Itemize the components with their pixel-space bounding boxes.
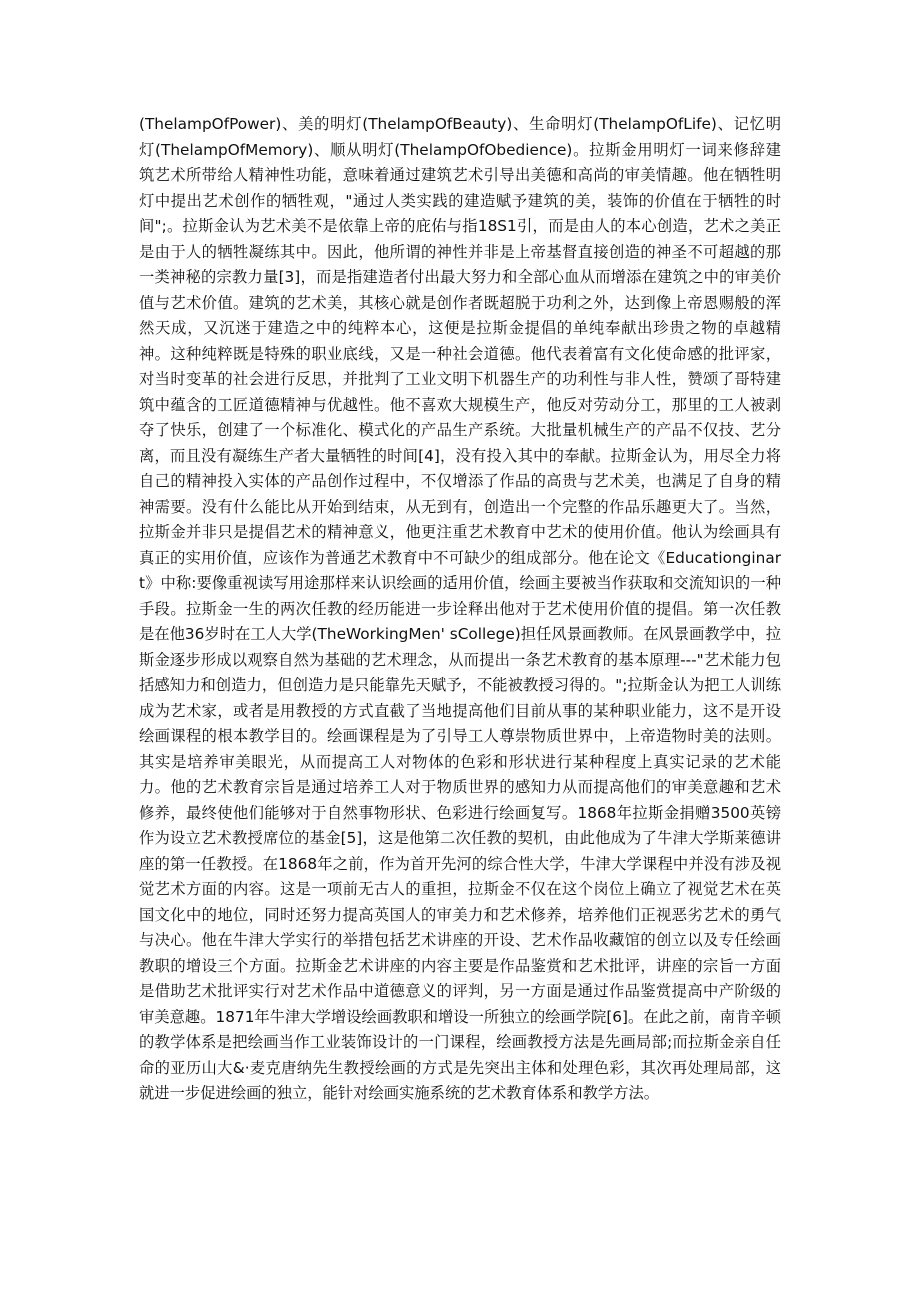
body-paragraph: (ThelampOfPower)、美的明灯(ThelampOfBeauty)、生命明灯(ThelampOfLife)、记忆明灯(ThelampOfMemory)、顺从明灯(ThelampOfObedience)。拉斯金用明灯一词来修辞建筑艺术所带给人精神性功能，意味着通过建筑艺术引导出美德和高尚的审美情趣。他在牺牲明灯中提出艺术创作的牺牲观，"通过人类实践的建造赋予建筑的美，装饰的价值在于牺牲的时间";。拉斯金认为艺术美不是依靠上帝的庇佑与指18S1引，而是由人的本心创造，艺术之美正是由于人的牺牲凝练其中。因此，他所谓的神性并非是上帝基督直接创造的神圣不可超越的那一类神秘的宗教力量[3]，而是指建造者付出最大努力和全部心血从而增添在建筑之中的审美价值与艺术价值。建筑的艺术美，其核心就是创作者既超脱于功利之外，达到像上帝恩赐般的浑然天成，又沉迷于建造之中的纯粹本心，这便是拉斯金提倡的单纯奉献出珍贵之物的卓越精神。这种纯粹既是特殊的职业底线，又是一种社会道德。他代表着富有文化使命感的批评家，对当时变革的社会进行反思，并批判了工业文明下机器生产的功利性与非人性，赞颂了哥特建筑中蕴含的工匠道德精神与优越性。他不喜欢大规模生产，他反对劳动分工，那里的工人被剥夺了快乐，创建了一个标准化、模式化的产品生产系统。大批量机械生产的产品不仅技、艺分离，而且没有凝练生产者大量牺牲的时间[4]，没有投入其中的奉献。拉斯金认为，用尽全力将自己的精神投入实体的产品创作过程中，不仅增添了作品的高贵与艺术美，也满足了自身的精神需要。没有什么能比从开始到结束，从无到有，创造出一个完整的作品乐趣更大了。当然，拉斯金并非只是提倡艺术的精神意义，他更注重艺术教育中艺术的使用价值。他认为绘画具有真正的实用价值，应该作为普通艺术教育中不可缺少的组成部分。他在论文《Educationginart》中称:要像重视读写用途那样来认识绘画的适用价值，绘画主要被当作获取和交流知识的一种手段。拉斯金一生的两次任教的经历能进一步诠释出他对于艺术使用价值的提倡。第一次任教是在他36岁时在工人大学(TheWorkingMen' sCollege)担任风景画教师。在风景画教学中，拉斯金逐步形成以观察自然为基础的艺术理念，从而提出一条艺术教育的基本原理---"艺术能力包括感知力和创造力，但创造力是只能靠先天赋予，不能被教授习得的。";拉斯金认为把工人训练成为艺术家，或者是用教授的方式直截了当地提高他们目前从事的某种职业能力，这不是开设绘画课程的根本教学目的。绘画课程是为了引导工人尊崇物质世界中，上帝造物时美的法则。其实是培养审美眼光，从而提高工人对物体的色彩和形状进行某种程度上真实记录的艺术能力。他的艺术教育宗旨是通过培养工人对于物质世界的感知力从而提高他们的审美意趣和艺术修养，最终使他们能够对于自然事物形状、色彩进行绘画复写。1868年拉斯金捐赠3500英镑作为设立艺术教授席位的基金[5]，这是他第二次任教的契机，由此他成为了牛津大学斯莱德讲座的第一任教授。在1868年之前，作为首开先河的综合性大学，牛津大学课程中并没有涉及视觉艺术方面的内容。这是一项前无古人的重担，拉斯金不仅在这个岗位上确立了视觉艺术在英国文化中的地位，同时还努力提高英国人的审美力和艺术修养，培养他们正视恶劣艺术的勇气与决心。他在牛津大学实行的举措包括艺术讲座的开设、艺术作品收藏馆的创立以及专任绘画教职的增设三个方面。拉斯金艺术讲座的内容主要是作品鉴赏和艺术批评，讲座的宗旨一方面是借助艺术批评实行对艺术作品中道德意义的评判，另一方面是通过作品鉴赏提高中产阶级的审美意趣。1871年牛津大学增设绘画教职和增设一所独立的绘画学院[6]。在此之前，南肯辛顿的教学体系是把绘画当作工业装饰设计的一门课程，绘画教授方法是先画局部;而拉斯金亲自任命的亚历山大&·麦克唐纳先生教授绘画的方式是先突出主体和处理色彩，其次再处理局部，这就进一步促进绘画的独立，能针对绘画实施系统的艺术教育体系和教学方法。 bbox=[139, 115, 781, 1102]
